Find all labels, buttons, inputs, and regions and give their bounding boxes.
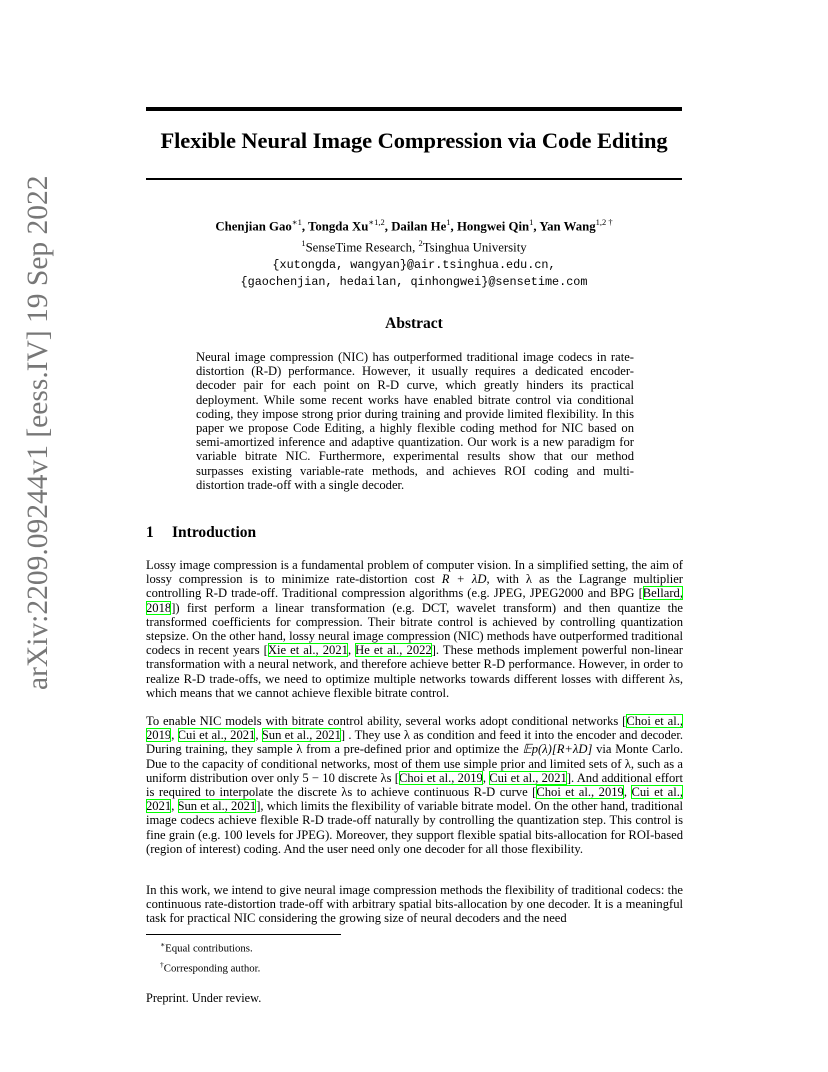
title-bottom-rule xyxy=(146,178,682,180)
citation-link[interactable]: He et al., 2022 xyxy=(355,643,432,658)
arxiv-stamp: arXiv:2209.09244v1 [eess.IV] 19 Sep 2022 xyxy=(22,175,54,690)
citation-link[interactable]: Sun et al., 2021 xyxy=(177,799,257,814)
citation-link[interactable]: Sun et al., 2021 xyxy=(261,728,341,743)
footnotes xyxy=(160,937,660,976)
author-affiliation-mark: 1 xyxy=(529,217,534,227)
author-affiliation-mark: 1,2 † xyxy=(595,217,613,227)
author-affiliation-mark: ∗1 xyxy=(291,217,302,227)
section-heading-introduction xyxy=(146,524,682,542)
affiliation: Tsinghua University xyxy=(422,240,527,255)
abstract-body: Neural image compression (NIC) has outperformed traditional image codecs in rate-distortion (R-D) performance. However, it usually requires a dedicated encoder-decoder pair for each point on R-D curve, which greatly hinders its practical deployment. While some recent works have enabled bitrate control via conditional coding, they impose strong prior during training and provide limited flexibility. In this paper we propose Code Editing, a highly flexible coding method for NIC based on semi-amortized inference and adaptive quantization. Our work is a new paradigm for variable bitrate NIC. Furthermore, experimental results show that our method surpasses existing variable-rate methods, and achieves ROI coding and multi-distortion trade-off with a single decoder. xyxy=(196,350,634,492)
preprint-notice: Preprint. Under review. xyxy=(146,991,262,1005)
intro-paragraph-1: Lossy image compression is a fundamental problem of computer vision. In a simplified setting, the aim of lossy compression is to minimize rate-distortion cost R + λD, with λ as the Lagrange multiplier controlling R-D trade-off. Traditional compression algorithms (e.g. JPEG, JPEG2000 and BPG [Bellard, 2018]) first perform a linear transformation (e.g. DCT, wavelet transform) and then quantize the transformed coefficients for compression. Their bitrate control is achieved by controlling quantization stepsize. On the other hand, lossy neural image compression (NIC) methods have outperformed traditional codecs in recent years [Xie et al., 2021, He et al., 2022]. These methods implement powerful non-linear transformation with a neural network, and therefore achieve better R-D performance. However, in order to realize R-D trade-offs, we need to optimize multiple networks towards different losses with different λs, which means that we cannot achieve flexible bitrate control. xyxy=(146,558,684,700)
abstract-heading: Abstract xyxy=(385,315,443,332)
affiliation: SenseTime Research, xyxy=(305,240,419,255)
affiliation-mark: 1 xyxy=(301,238,306,249)
author-name: Dailan He xyxy=(391,219,447,234)
citation-link[interactable]: Xie et al., 2021 xyxy=(267,643,348,658)
intro-paragraph-2: To enable NIC models with bitrate control ability, several works adopt conditional networks [Choi et al., 2019, Cui et al., 2021, Sun et al., 2021] . They use λ as condition and feed it into the encoder and decoder. During training, they sample λ from a pre-defined prior and optimize the 𝔼p(λ)[R+λD] via Monte Carlo. Due to the capacity of conditional networks, most of them use simple prior and limited sets of λ, such as a uniform distribution over only 5 − 10 discrete λs [Choi et al., 2019, Cui et al., 2021]. And additional effort is required to interpolate the discrete λs to achieve continuous R-D curve [Choi et al., 2019, Cui et al., 2021, Sun et al., 2021], which limits the flexibility of variable bitrate model. On the other hand, traditional image codecs achieve flexible R-D trade-off naturally by controlling the quantization step. This control is fine grain (e.g. 100 levels for JPEG). Moreover, they support flexible spatial bits-allocation for ROI-based (region of interest) coding. And the user need only one decoder for all those flexibility. xyxy=(146,714,684,856)
author-names: Chenjian Gao$^{∗1}$, Tongda $Xu^{∗1,2}$, Dailan He$^1$, Hongwei Qin$^1$, Yan Wang$^{1,2 \dagger}$ xyxy=(215,217,613,234)
author-name: Yan Wang xyxy=(539,219,596,234)
affiliation-mark: 2 xyxy=(418,238,423,249)
citation-link[interactable]: Cui et al., 2021 xyxy=(177,728,256,743)
section-title: Introduction xyxy=(172,524,257,541)
author-block xyxy=(146,214,682,291)
title-top-rule xyxy=(146,107,682,111)
affiliations xyxy=(146,235,682,256)
citation-link[interactable]: Cui et al., 2021 xyxy=(146,785,684,814)
author-email: {xutongda, wangyan}@air.tsinghua.edu.cn, xyxy=(272,257,556,272)
citation-link[interactable]: Bellard, 2018 xyxy=(146,586,683,615)
author-affiliation-mark: ∗1,2 xyxy=(368,217,385,227)
section-number: 1 xyxy=(146,524,154,541)
citation-link[interactable]: Choi et al., 2019 xyxy=(536,785,624,800)
intro-paragraph-3: In this work, we intend to give neural image compression methods the flexibility of traditional codecs: the continuous rate-distortion trade-off with arbitrary spatial bits-allocation by one decoder. It is a meaningful task for practical NIC considering the growing size of neural decoders and the need xyxy=(146,883,683,926)
footnote-rule xyxy=(146,934,341,935)
author-affiliation-mark: 1 xyxy=(446,217,451,227)
citation-link[interactable]: Choi et al., 2019 xyxy=(146,714,684,743)
author-email: {gaochenjian, hedailan, qinhongwei}@sensetime.com xyxy=(240,274,588,289)
author-name: Hongwei Qin xyxy=(456,219,530,234)
author-name: Tongda Xu xyxy=(308,219,369,234)
citation-link[interactable]: Choi et al., 2019 xyxy=(398,770,483,785)
math-expression: R + λD xyxy=(441,572,487,587)
footnote-equal-contribution: ∗Equal contributions. xyxy=(160,940,253,955)
paper-title: Flexible Neural Image Compression via Code Editing xyxy=(160,128,668,153)
math-expression: 𝔼p(λ)[R+λD] xyxy=(522,742,593,757)
author-name: Chenjian Gao xyxy=(215,219,292,234)
footnote-corresponding-author: †Corresponding author. xyxy=(160,959,261,975)
citation-link[interactable]: Cui et al., 2021 xyxy=(489,770,567,785)
